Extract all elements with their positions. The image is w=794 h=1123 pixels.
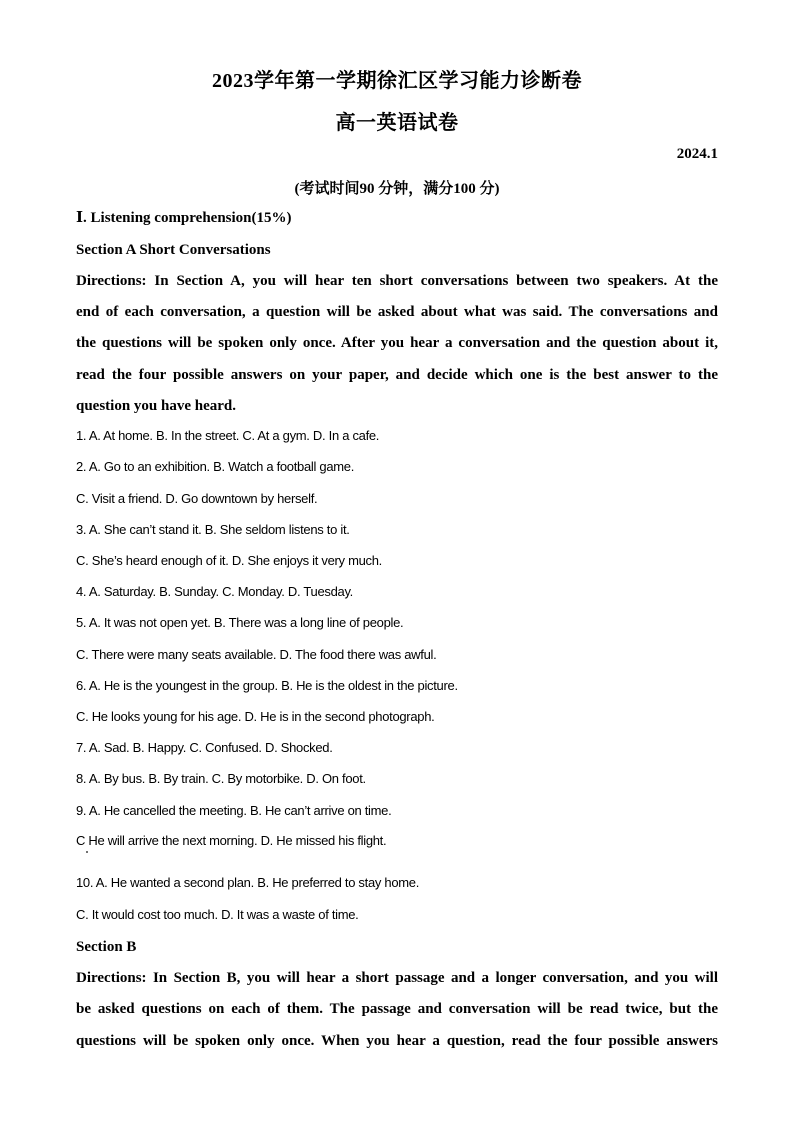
exam-date: 2024.1 [676,146,718,162]
section-b-directions-line: be asked questions on each of them. The passage and conversation will be read twice, but the [76,1001,718,1017]
section-a-directions-line: end of each conversation, a question will be asked about what was said. The conversations and [76,304,718,320]
question-item: C. It would cost too much. D. It was a waste of time. [76,907,359,922]
question-item: 7. A. Sad. B. Happy. C. Confused. D. Shocked. [76,740,333,755]
question-item: 9. A. He cancelled the meeting. B. He can’t arrive on time. [76,803,392,818]
question-item: C. There were many seats available. D. The food there was awful. [76,647,437,662]
question-item: C. He looks young for his age. D. He is in the second photograph. [76,709,435,724]
exam-subtitle: 高一英语试卷 [335,112,459,134]
question-item: 5. A. It was not open yet. B. There was a long line of people. [76,615,404,630]
section-a-heading: Section A Short Conversations [76,242,271,258]
question-item: C. She’s heard enough of it. D. She enjoys it very much. [76,553,382,568]
section-a-directions-line: question you have heard. [76,398,237,414]
section-a-directions-line: the questions will be spoken only once. After you hear a conversation and the question about it, [76,335,718,351]
question-item: C He will arrive the next morning. D. He missed his flight. [76,833,387,848]
scan-speck [86,851,88,853]
question-item: 4. A. Saturday. B. Sunday. C. Monday. D. Tuesday. [76,584,353,599]
section-b-directions-line: Directions: In Section B, you will hear a short passage and a longer conversation, and you will [76,970,718,986]
section-a-directions-line: Directions: In Section A, you will hear ten short conversations between two speakers. At the [76,273,718,289]
question-item: 10. A. He wanted a second plan. B. He preferred to stay home. [76,875,420,890]
section-a-directions-line: read the four possible answers on your paper, and decide which one is the best answer to the [76,367,718,383]
exam-title: 2023学年第一学期徐汇区学习能力诊断卷 [212,70,582,92]
question-item: 6. A. He is the youngest in the group. B. He is the oldest in the picture. [76,678,458,693]
question-item: 8. A. By bus. B. By train. C. By motorbike. D. On foot. [76,771,366,786]
question-item: 1. A. At home. B. In the street. C. At a gym. D. In a cafe. [76,428,380,443]
part-heading: Ⅰ. Listening comprehension(15%) [76,210,292,226]
section-b-directions-line: questions will be spoken only once. When you hear a question, read the four possible answers [76,1033,718,1049]
exam-time-note: (考试时间90 分钟，满分100 分) [294,181,500,197]
section-b-heading: Section B [76,939,137,955]
question-item: C. Visit a friend. D. Go downtown by herself. [76,491,318,506]
question-item: 3. A. She can’t stand it. B. She seldom listens to it. [76,522,350,537]
question-item: 2. A. Go to an exhibition. B. Watch a football game. [76,459,355,474]
